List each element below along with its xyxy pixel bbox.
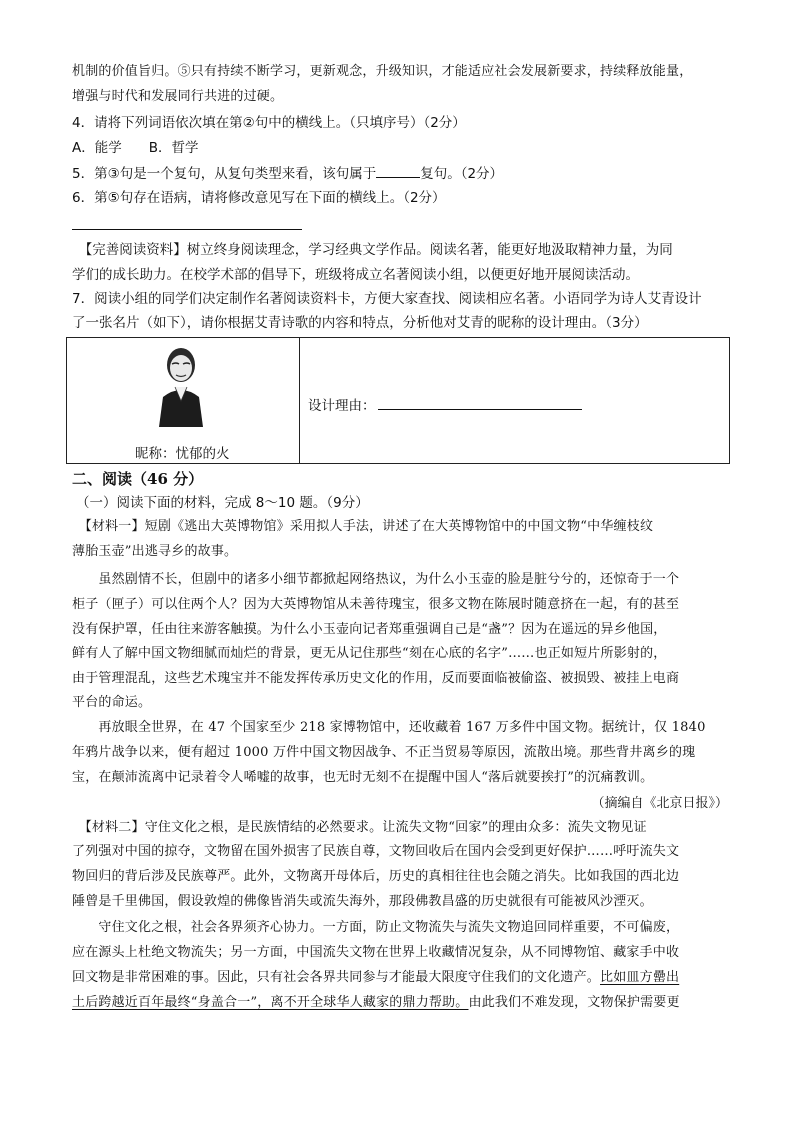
intro-line-2: 增强与时代和发展同行共进的过硬。	[72, 89, 284, 104]
section-title: 二、阅读（46 分）	[72, 470, 204, 488]
question-5-text: 5．第③句是一个复句，从复句类型来看，该句属于	[72, 166, 377, 182]
material-1-line: 年鸦片战争以来，便有超过 1000 万件中国文物因战争、不正当贸易等原因，流散出境。那些背井离乡的瑰	[72, 745, 696, 760]
question-4: 4．请将下列词语依次填在第②句中的横线上。（只填序号）（2分）	[72, 115, 466, 131]
material-2-line: 物回归的背后涉及民族尊严。此外，文物离开母体后，历史的真相往往也会随之消失。比如我国的西北边	[72, 869, 680, 884]
card-design-cell	[300, 338, 730, 464]
material-2-line: 应在源头上杜绝文物流失；另一方面，中国流失文物在世界上收藏情况复杂，从不同博物馆、藏家手中收	[72, 945, 680, 960]
answer-line[interactable]	[72, 229, 302, 230]
subsection-title: （一）阅读下面的材料，完成 8～10 题。（9分）	[76, 495, 369, 511]
question-6: 6．第⑤句存在语病，请将修改意见写在下面的横线上。（2分）	[72, 190, 446, 206]
card-nickname: 昵称：忧郁的火	[135, 446, 230, 462]
perfect-reading-line-1: 【完善阅读资料】树立终身阅读理念，学习经典文学作品。阅读名著，能更好地汲取精神力量，为同	[72, 242, 673, 258]
material-1-line: 平台的命运。	[72, 695, 152, 710]
perfect-reading-line-2: 学们的成长助力。在校学术部的倡导下，班级将成立名著阅读小组，以便更好地开展阅读活动。	[72, 267, 639, 283]
material-2-line: 【材料二】守住文化之根，是民族情结的必然要求。让流失文物“回家”的理由众多：流失文物见证	[72, 820, 647, 835]
question-5-tail: 复句。（2分）	[420, 166, 504, 182]
intro-line-1: 机制的价值旨归。⑤只有持续不断学习，更新观念，升级知识，才能适应社会发展新要求，持续释放能量，	[72, 64, 693, 79]
material-2-line: 陲曾是千里佛国，假设敦煌的佛像皆消失或流失海外，那段佛教昌盛的历史就很有可能被风沙湮灭。	[72, 894, 653, 909]
card-portrait-cell	[67, 338, 300, 464]
portrait-image	[153, 343, 209, 427]
material-1-line: 再放眼全世界，在 47 个国家至少 218 家博物馆中，还收藏着 167 万多件中国文物。据统计，仅 1840	[72, 720, 706, 735]
underlined-sentence: 土后跨越近百年最终“身盖合一”，离不开全球华人藏家的鼎力帮助。	[72, 995, 469, 1010]
material-1-line: 虽然剧情不长，但剧中的诸多小细节都掀起网络热议，为什么小玉壶的脸是脏兮兮的，还惊奇于一个	[72, 572, 680, 587]
material-1-line: 没有保护罩，任由往来游客触摸。为什么小玉壶向记者郑重强调自己是“盏”？因为在遥远的异乡他国，	[72, 622, 667, 637]
material-2-line	[72, 968, 732, 988]
design-reason-blank[interactable]	[378, 394, 582, 410]
question-4-options: A．能学 B．晢学	[72, 140, 199, 156]
question-7-line-1: 7．阅读小组的同学们决定制作名著阅读资料卡，方便大家查找、阅读相应名著。小语同学为诗人艾青设计	[72, 291, 702, 307]
question-7-line-2: 了一张名片（如下），请你根据艾青诗歌的内容和特点，分析他对艾青的昵称的设计理由。（3分）	[72, 315, 648, 331]
material-1-line: 柜子（匣子）可以住两个人？因为大英博物馆从未善待瑰宝，很多文物在陈展时随意挤在一起，有的甚至	[72, 597, 680, 612]
material-1-line: 鲜有人了解中国文物细腻而灿烂的背景，更无从记住那些“刻在心底的名字”……也正如短片所影射的，	[72, 646, 667, 661]
question-5	[72, 163, 732, 184]
material-1-line: 由于管理混乱，这些艺术瑰宝并不能发挥传承历史文化的作用，反而要面临被偷盗、被损毁、被挂上电商	[72, 671, 680, 686]
design-reason-label: 设计理由：	[308, 398, 376, 414]
material-2-text: 回文物是非常困难的事。因此，只有社会各界共同参与才能最大限度守住我们的文化遗产。	[72, 970, 601, 985]
design-reason	[308, 394, 582, 414]
material-1-line: 【材料一】短剧《逃出大英博物馆》采用拟人手法，讲述了在大英博物馆中的中国文物“中华缠枝纹	[72, 519, 654, 534]
material-1-source: （摘编自《北京日报》）	[591, 796, 728, 811]
answer-blank[interactable]	[376, 163, 420, 178]
name-card	[66, 337, 730, 464]
material-2-line: 守住文化之根，社会各界须齐心协力。一方面，防止文物流失与流失文物追回同样重要，不可偏废，	[72, 920, 680, 935]
material-2-line: 了列强对中国的掠夺，文物留在国外损害了民族自尊，文物回收后在国内会受到更好保护……呼吁流失文	[72, 844, 680, 859]
material-1-line: 宝，在颠沛流离中记录着令人唏嘘的故事，也无时无刻不在提醒中国人“落后就要挨打”的沉痛教训。	[72, 770, 654, 785]
material-1-line: 薄胎玉壶”出逃寻乡的故事。	[72, 544, 238, 559]
underlined-sentence: 比如皿方罍出	[600, 970, 680, 985]
material-2-line	[72, 993, 732, 1013]
material-2-text: 由此我们不难发现，文物保护需要更	[468, 995, 680, 1010]
